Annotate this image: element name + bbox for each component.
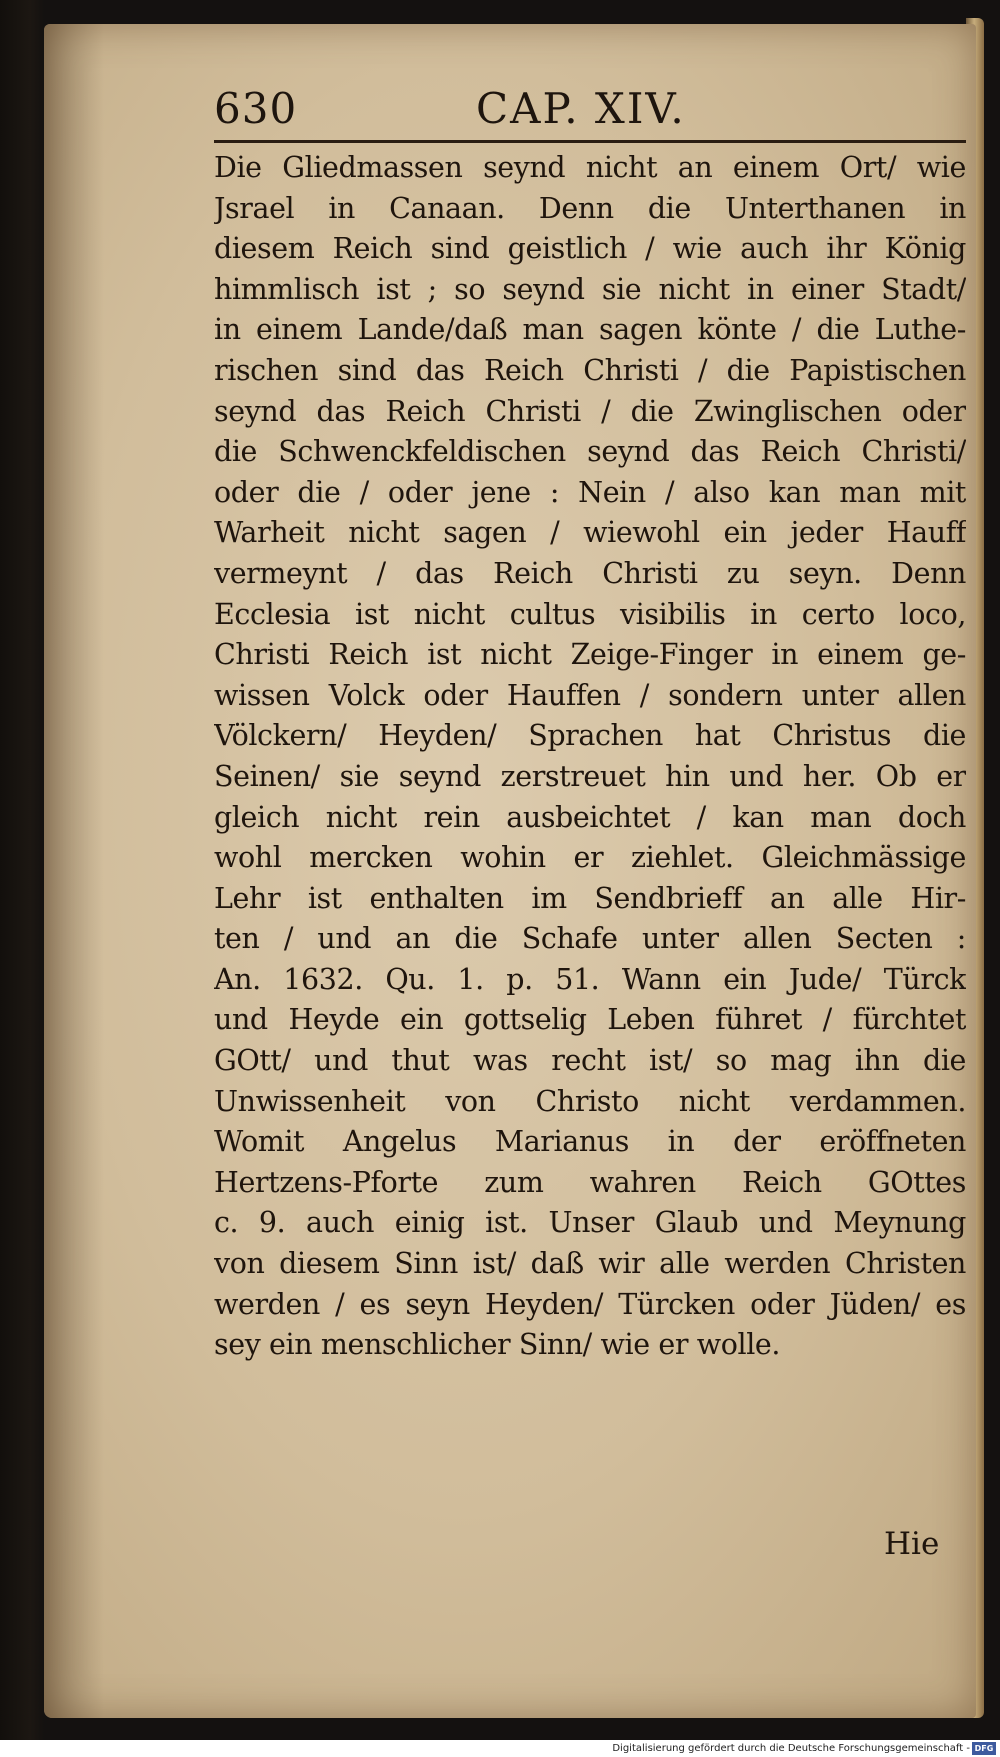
- text-line: Christi Reich ist nicht Zeige-Finger in einem ge-: [214, 638, 966, 672]
- text-line: Jsrael in Canaan. Denn die Unterthanen in: [214, 191, 966, 225]
- text-line: c. 9. auch einig ist. Unser Glaub und Meynung: [214, 1206, 966, 1240]
- text-line: ten / und an die Schafe unter allen Secten :: [214, 922, 966, 956]
- text-line: wohl mercken wohin er ziehlet. Gleichmässige: [214, 841, 966, 875]
- text-line: werden / es seyn Heyden/ Türcken oder Jüden/ es: [214, 1287, 966, 1321]
- text-line: Ecclesia ist nicht cultus visibilis in certo loco,: [214, 597, 966, 631]
- text-line: Warheit nicht sagen / wiewohl ein jeder Hauff: [214, 516, 966, 550]
- text-line: An. 1632. Qu. 1. p. 51. Wann ein Jude/ Türck: [214, 962, 966, 996]
- text-line: rischen sind das Reich Christi / die Papistischen: [214, 353, 966, 387]
- text-line: Hertzens-Pforte zum wahren Reich GOttes: [214, 1165, 966, 1199]
- catchword: Hie: [884, 1526, 940, 1562]
- text-line: wissen Volck oder Hauffen / sondern unter allen: [214, 678, 966, 712]
- dfg-logo: DFG: [972, 1742, 996, 1755]
- text-line: Seinen/ sie seynd zerstreuet hin und her. Ob er: [214, 759, 966, 793]
- text-line: GOtt/ und thut was recht ist/ so mag ihn die: [214, 1044, 966, 1078]
- chapter-heading: CAP. XIV.: [476, 84, 686, 133]
- footer-credit: Digitalisierung gefördert durch die Deutsche Forschungsgemeinschaft -: [612, 1743, 970, 1754]
- text-line: von diesem Sinn ist/ daß wir alle werden Christen: [214, 1247, 966, 1281]
- text-line: diesem Reich sind geistlich / wie auch ihr König: [214, 232, 966, 266]
- text-line: Die Gliedmassen seynd nicht an einem Ort/ wie: [214, 151, 966, 184]
- spine-shadow: [44, 24, 104, 1718]
- text-line: oder die / oder jene : Nein / also kan man mit: [214, 475, 966, 509]
- text-line: Lehr ist enthalten im Sendbrieff an alle Hir-: [214, 881, 966, 915]
- footer-strip: [0, 1740, 1000, 1757]
- text-line: und Heyde ein gottselig Leben führet / fürchtet: [214, 1003, 966, 1037]
- text-line: himmlisch ist ; so seynd sie nicht in einer Stadt/: [214, 272, 966, 306]
- text-line: seynd das Reich Christi / die Zwinglischen oder: [214, 394, 966, 428]
- text-line: sey ein menschlicher Sinn/ wie er wolle.: [214, 1328, 781, 1362]
- text-line: Unwissenheit von Christo nicht verdammen.: [214, 1084, 966, 1118]
- header-rule: [214, 140, 966, 143]
- body-text: [214, 148, 966, 1366]
- text-line: Völckern/ Heyden/ Sprachen hat Christus die: [214, 719, 966, 753]
- text-line: in einem Lande/daß man sagen könte / die Luthe-: [214, 313, 966, 347]
- page-number: 630: [214, 84, 298, 133]
- text-line: gleich nicht rein ausbeichtet / kan man doch: [214, 800, 966, 834]
- text-line: vermeynt / das Reich Christi zu seyn. Denn: [214, 556, 966, 590]
- text-line: Womit Angelus Marianus in der eröffneten: [214, 1125, 966, 1159]
- text-line: die Schwenckfeldischen seynd das Reich Christi/: [214, 435, 966, 469]
